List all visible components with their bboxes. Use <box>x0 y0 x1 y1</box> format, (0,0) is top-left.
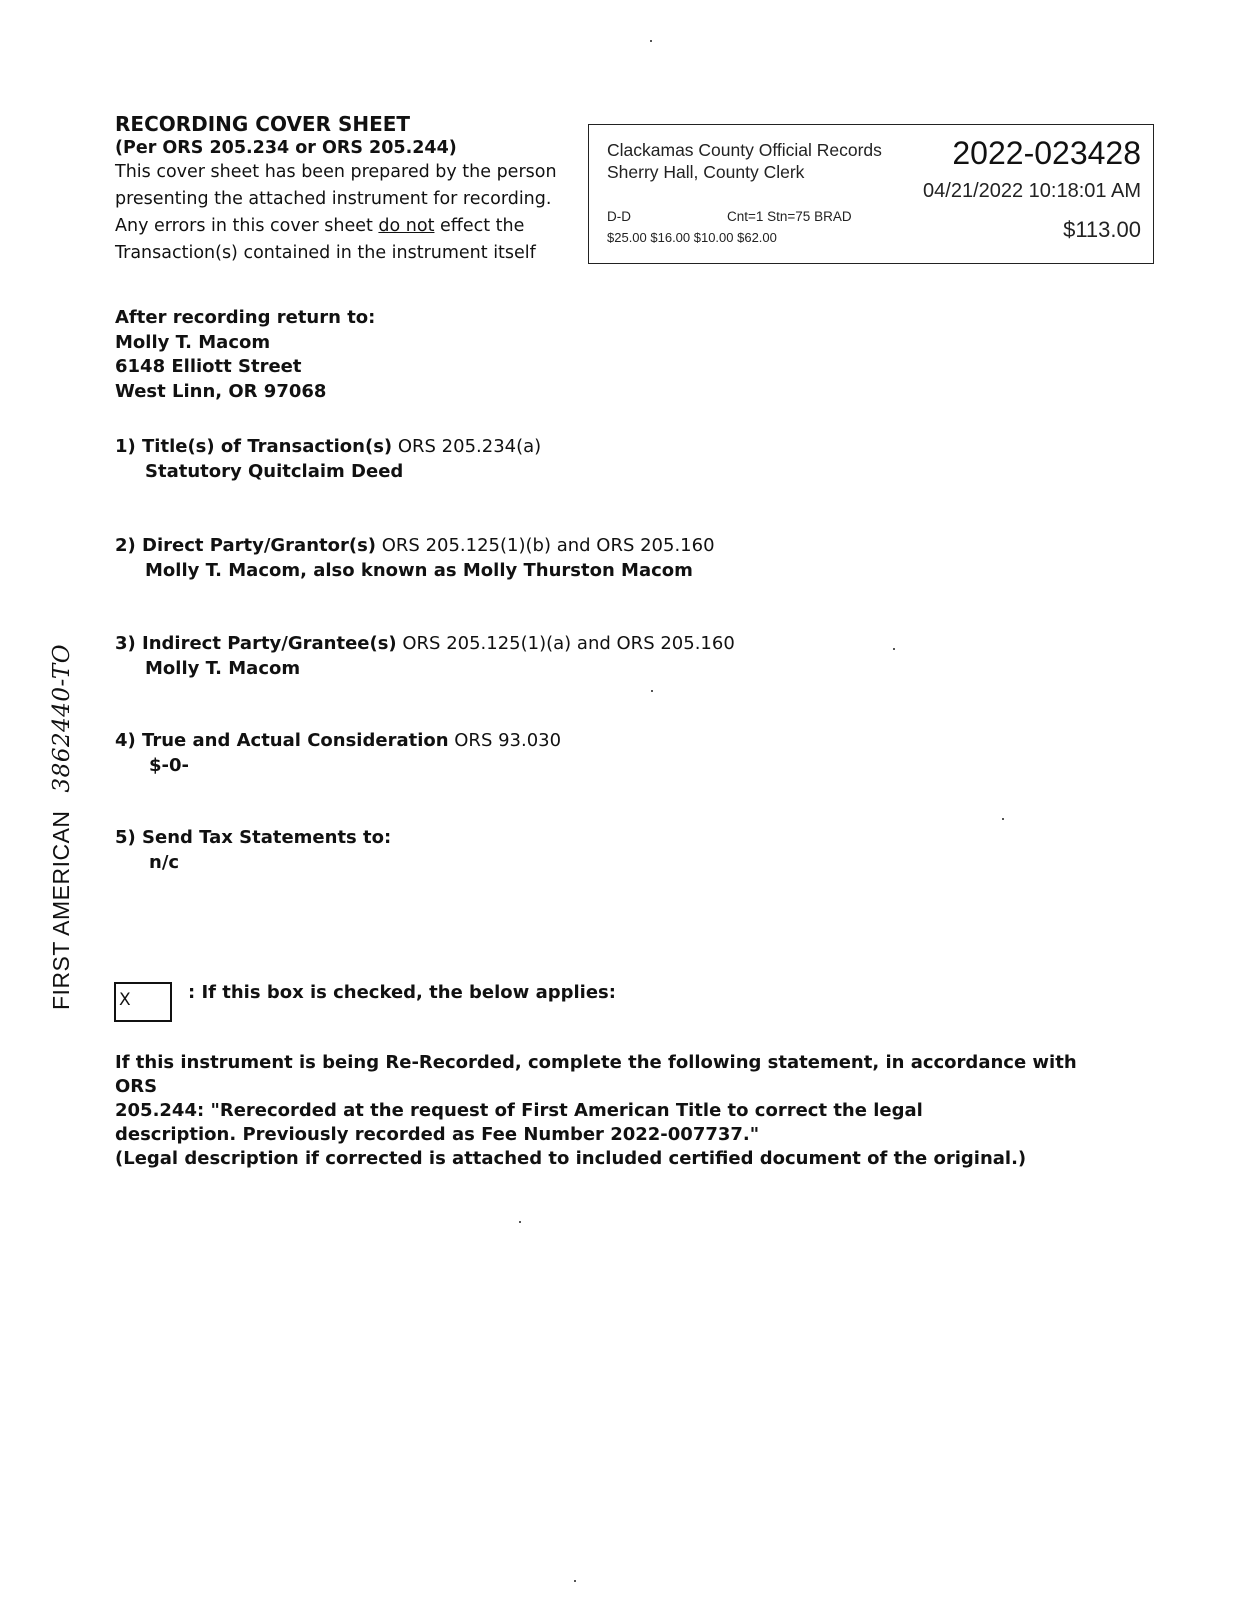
item-ref: ORS 205.125(1)(a) and ORS 205.160 <box>396 633 735 654</box>
item-ref: ORS 93.030 <box>448 730 562 751</box>
item-ref: ORS 205.234(a) <box>392 436 542 457</box>
scan-speck <box>650 40 652 42</box>
item-grantee <box>115 631 735 681</box>
rerecord-checkbox[interactable] <box>114 982 172 1022</box>
return-street: 6148 Elliott Street <box>115 356 302 377</box>
item-value: n/c <box>149 852 180 873</box>
scan-speck <box>574 1580 576 1582</box>
county-name: Clackamas County Official Records <box>607 140 882 160</box>
cover-note-line <box>115 213 575 240</box>
cover-header <box>115 112 575 267</box>
note-underlined: do not <box>378 216 435 236</box>
note-text: effect the <box>434 216 525 236</box>
station-info: Cnt=1 Stn=75 BRAD <box>727 209 852 224</box>
item-label: 1) Title(s) of Transaction(s) <box>115 436 393 457</box>
checkbox-label: : If this box is checked, the below applies: <box>188 982 616 1003</box>
item-value: Statutory Quitclaim Deed <box>145 461 404 482</box>
legal-description-note: (Legal description if corrected is attached to included certified document of the original.) <box>115 1148 1027 1169</box>
rerecord-line: description. Previously recorded as Fee Number 2022-007737." <box>115 1124 760 1145</box>
fee-number: 2022-023428 <box>952 135 1141 171</box>
return-city: West Linn, OR 97068 <box>115 380 327 402</box>
scan-speck <box>519 1221 521 1223</box>
rerecord-line: 205.244: "Rerecorded at the request of First American Title to correct the legal <box>115 1100 923 1121</box>
item-label: 5) Send Tax Statements to: <box>115 827 392 848</box>
return-address <box>115 306 375 404</box>
doc-code: D-D <box>607 209 631 224</box>
item-title-of-transaction <box>115 434 541 484</box>
cover-note-line: presenting the attached instrument for recording. <box>115 189 552 209</box>
item-tax-statements <box>115 825 391 875</box>
recording-stamp-box <box>588 124 1154 264</box>
item-value: Molly T. Macom <box>145 658 301 679</box>
item-grantor <box>115 533 715 583</box>
item-ref: ORS 205.125(1)(b) and ORS 205.160 <box>376 535 715 556</box>
cover-subtitle: (Per ORS 205.234 or ORS 205.244) <box>115 138 457 158</box>
cover-note-line: Transaction(s) contained in the instrument itself <box>115 243 536 263</box>
cover-note-line: This cover sheet has been prepared by the person <box>115 162 557 182</box>
return-label: After recording return to: <box>115 307 376 328</box>
county-clerk: Sherry Hall, County Clerk <box>607 162 805 182</box>
fee-total: $113.00 <box>1063 217 1141 242</box>
note-text: Any errors in this cover sheet <box>115 216 379 236</box>
scan-speck <box>893 648 895 650</box>
rerecord-statement <box>115 1051 1115 1147</box>
rerecord-line: If this instrument is being Re-Recorded, complete the following statement, in accordance with ORS <box>115 1052 1077 1097</box>
fee-breakdown: $25.00 $16.00 $10.00 $62.00 <box>607 230 777 245</box>
return-name: Molly T. Macom <box>115 331 271 353</box>
county-records <box>607 139 882 183</box>
item-label: 2) Direct Party/Grantor(s) <box>115 535 377 556</box>
order-number: 3862440-TO <box>49 643 75 793</box>
side-stamp <box>48 644 75 1010</box>
record-datetime: 04/21/2022 10:18:01 AM <box>923 180 1141 202</box>
checkbox-mark: X <box>119 990 131 1010</box>
cover-title: RECORDING COVER SHEET <box>115 112 411 136</box>
item-consideration <box>115 728 561 778</box>
item-value: Molly T. Macom, also known as Molly Thurston Macom <box>145 560 693 581</box>
item-value: $-0- <box>149 755 189 776</box>
scan-speck <box>1002 818 1004 820</box>
item-label: 3) Indirect Party/Grantee(s) <box>115 633 397 654</box>
cover-note <box>115 159 575 267</box>
title-company: FIRST AMERICAN <box>48 810 74 1010</box>
item-label: 4) True and Actual Consideration <box>115 730 449 751</box>
scan-speck <box>651 690 653 692</box>
